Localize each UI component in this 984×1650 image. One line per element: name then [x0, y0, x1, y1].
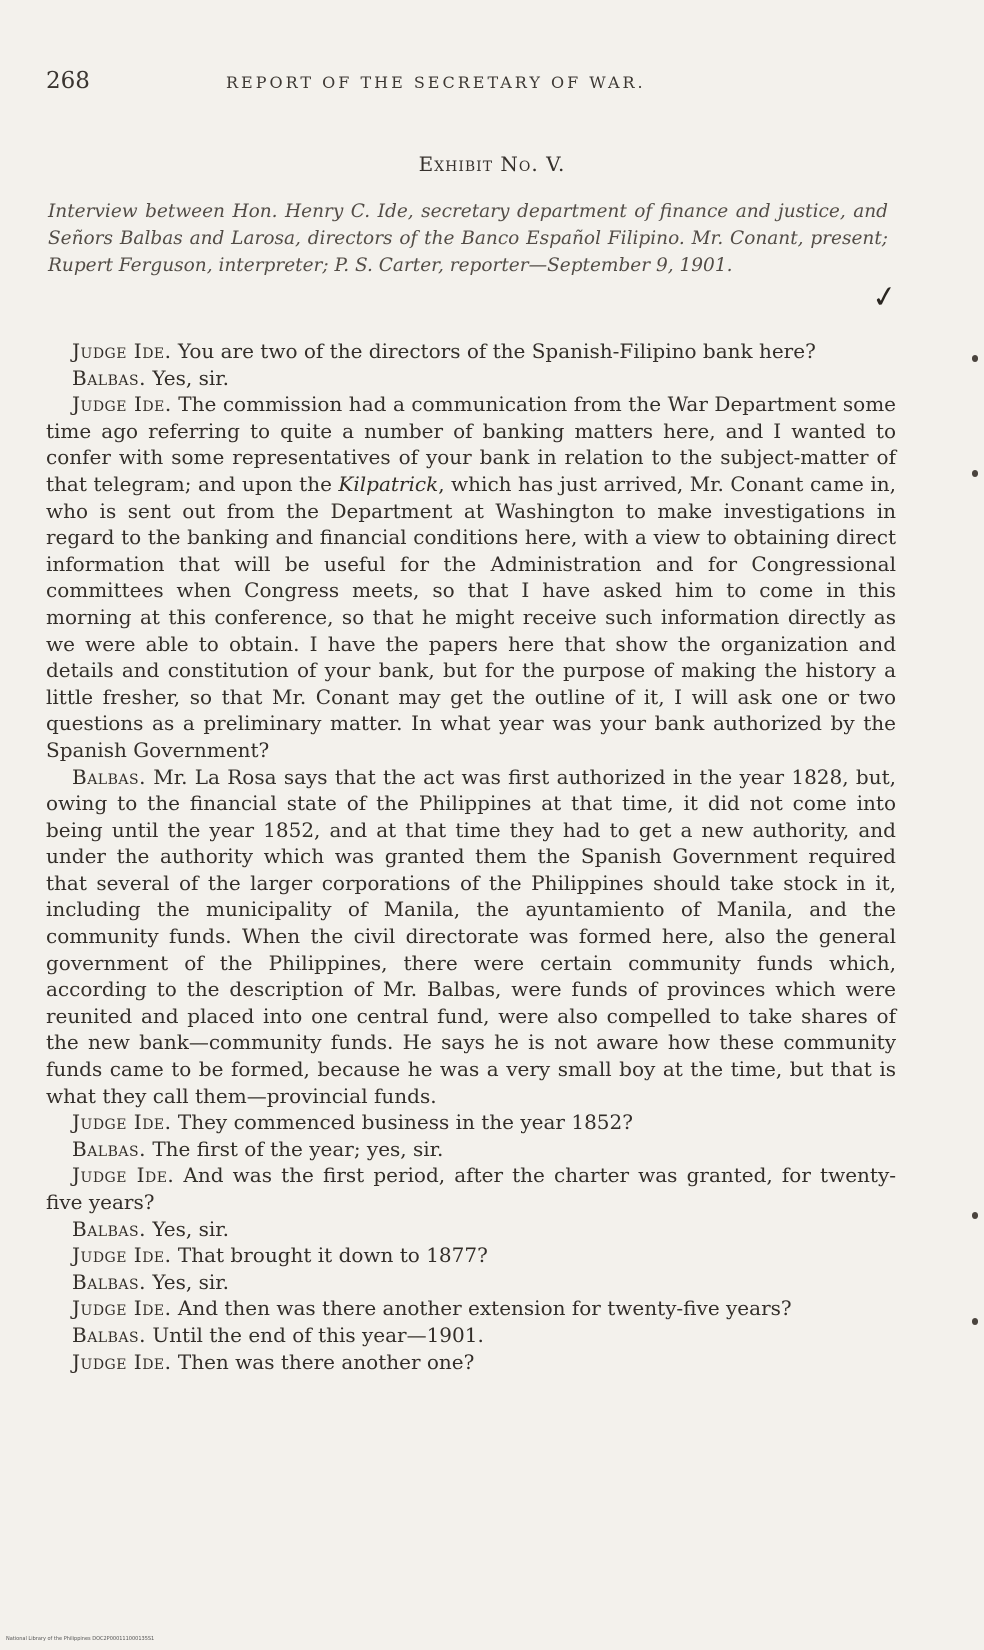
transcript-paragraph: [46, 1322, 896, 1349]
transcript-paragraph: [46, 338, 896, 365]
speaker-label: Balbas.: [72, 1216, 146, 1241]
margin-speck: [972, 470, 978, 477]
transcript-paragraph: [46, 1109, 896, 1136]
speaker-label: Judge Ide.: [72, 1163, 175, 1188]
transcript-paragraph: [46, 1269, 896, 1296]
transcript-paragraph: [46, 764, 896, 1110]
speaker-label: Balbas.: [72, 1269, 146, 1294]
transcript-paragraph: [46, 1349, 896, 1376]
interview-transcript: [46, 338, 896, 1375]
margin-speck: [972, 1212, 978, 1219]
paragraph-text: And was the first period, after the charter was granted, for twenty-five years?: [46, 1163, 897, 1214]
paragraph-text: , which has just arrived, Mr. Conant came in, who is sent out from the Department at Washington to make investigations in regard to the banking and financial conditions here, with a view to obtaining direct information that will be useful for the Administration and for Congressional committees when Congress meets, so that I have asked him to come in this morning at this conference, so that he might receive such information directly as we were able to obtain. I have the papers here that show the organization and details and constitution of your bank, but for the purpose of making the history a little fresher, so that Mr. Conant may get the outline of it, I will ask one or two questions as a preliminary matter. In what year was your bank authorized by the Spanish Government?: [46, 471, 896, 762]
transcript-paragraph: [46, 1136, 896, 1163]
scan-credit: National Library of the Philippines DOC2P000111000135S1: [6, 1636, 155, 1642]
speaker-label: Judge Ide.: [72, 1243, 172, 1268]
speaker-label: Judge Ide.: [72, 392, 172, 417]
paragraph-text: You are two of the directors of the Spanish-Filipino bank here?: [177, 339, 816, 363]
speaker-label: Judge Ide.: [72, 1110, 172, 1135]
paragraph-text: Yes, sir.: [152, 1216, 229, 1241]
speaker-label: Judge Ide.: [72, 1296, 172, 1321]
paragraph-text: That brought it down to 1877?: [177, 1243, 488, 1268]
page-header: [46, 68, 896, 98]
speaker-label: Balbas.: [72, 764, 146, 789]
transcript-paragraph: [46, 1295, 896, 1322]
transcript-paragraph: [46, 365, 896, 392]
speaker-label: Balbas.: [72, 365, 146, 390]
page-number: 268: [46, 68, 90, 94]
speaker-label: Balbas.: [72, 1136, 146, 1161]
ship-name: Kilpatrick: [338, 471, 439, 496]
margin-speck: [972, 1318, 978, 1325]
transcript-paragraph: [46, 1242, 896, 1269]
paragraph-text: Then was there another one?: [177, 1349, 475, 1374]
paragraph-text: The commission had a communication from the War Department some time ago referring to quite a number of banking matters here, and I wanted to confer with some representatives of your bank in relation to the subject-matter of that telegram; and upon the: [46, 392, 896, 496]
paragraph-text: The first of the year; yes, sir.: [152, 1136, 444, 1161]
paragraph-text: Mr. La Rosa says that the act was first authorized in the year 1828, but, owing to the financial state of the Philippines at that time, it did not come into being until the year 1852, and at that time they had to get a new authority, and under the authority which was granted them the Spanish Government required that several of the larger corporations of the Philippines should take stock in it, including the municipality of Manila, the ayuntamiento of Manila, and the community funds. When the civil directorate was formed here, also the general government of the Philippines, there were certain community funds which, according to the description of Mr. Balbas, were funds of provinces which were reunited and placed into one central fund, were also compelled to take shares of the new bank—community funds. He says he is not aware how these community funds came to be formed, because he was a very small boy at the time, but that is what they call them—provincial funds.: [46, 764, 896, 1108]
check-mark-icon: ✓: [869, 278, 900, 317]
transcript-paragraph: [46, 391, 896, 763]
running-title: REPORT OF THE SECRETARY OF WAR.: [226, 73, 646, 92]
paragraph-text: And then was there another extension for twenty-five years?: [177, 1296, 792, 1321]
paragraph-text: They commenced business in the year 1852?: [177, 1110, 633, 1135]
transcript-paragraph: [46, 1162, 896, 1215]
transcript-paragraph: [46, 1216, 896, 1243]
speaker-label: Judge Ide.: [72, 339, 172, 363]
speaker-label: Judge Ide.: [72, 1349, 172, 1374]
paragraph-text: Yes, sir.: [152, 365, 229, 390]
exhibit-title: Exhibit No. V.: [418, 152, 566, 176]
paragraph-text: Until the end of this year—1901.: [152, 1322, 484, 1347]
speaker-label: Balbas.: [72, 1322, 146, 1347]
paragraph-text: Yes, sir.: [152, 1269, 229, 1294]
exhibit-caption: Interview between Hon. Henry C. Ide, secretary department of finance and justice, and Señors Balbas and Larosa, directors of the Banco Español Filipino. Mr. Conant, present; Rupert Ferguson, interpreter; P. S. Carter, reporter—September 9, 1901.: [48, 201, 888, 276]
margin-speck: [972, 355, 978, 362]
